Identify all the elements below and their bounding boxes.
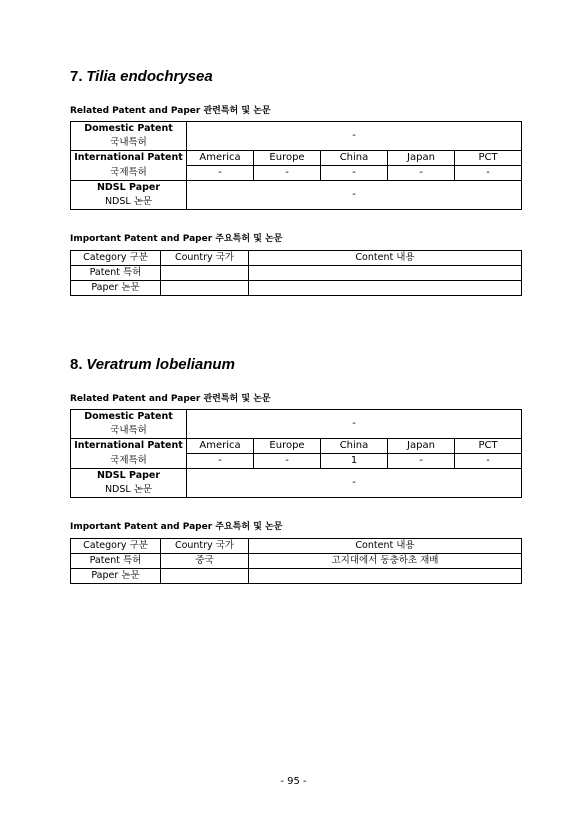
intl-label-en: International Patent: [71, 151, 187, 166]
domestic-value: -: [187, 410, 522, 439]
intl-label-ko: 국제특허: [71, 166, 187, 181]
country-header: America: [187, 439, 254, 454]
patent-content: 고지대에서 동충하초 재배: [249, 554, 522, 569]
important-table: [70, 538, 522, 584]
col-country-header: Country 국가: [161, 251, 249, 266]
paper-country: [161, 281, 249, 296]
species-name: Tilia endochrysea: [86, 68, 213, 85]
section-8: [70, 354, 522, 584]
country-header: Japan: [388, 151, 455, 166]
ndsl-label-ko: NDSL 논문: [71, 195, 187, 210]
col-category-header: Category 구분: [71, 251, 161, 266]
country-value: 1: [321, 454, 388, 469]
country-header: Europe: [254, 151, 321, 166]
country-header: China: [321, 151, 388, 166]
country-header: Europe: [254, 439, 321, 454]
row-patent-label: Patent 특허: [71, 554, 161, 569]
page-number: - 95 -: [280, 776, 307, 787]
country-header: PCT: [455, 439, 522, 454]
related-heading: Related Patent and Paper 관련특허 및 논문: [70, 394, 271, 404]
patent-content: [249, 266, 522, 281]
ndsl-value: -: [187, 181, 522, 210]
row-paper-label: Paper 논문: [71, 281, 161, 296]
domestic-label-en: Domestic Patent: [71, 410, 187, 425]
col-content-header: Content 내용: [249, 251, 522, 266]
ndsl-label-en: NDSL Paper: [71, 181, 187, 196]
country-value: -: [455, 454, 522, 469]
col-content-header: Content 내용: [249, 539, 522, 554]
patent-country: 중국: [161, 554, 249, 569]
species-name: Veratrum lobelianum: [86, 356, 235, 373]
country-header: America: [187, 151, 254, 166]
important-heading: Important Patent and Paper 주요특허 및 논문: [70, 234, 283, 244]
country-value: -: [388, 454, 455, 469]
intl-label-en: International Patent: [71, 439, 187, 454]
country-value: -: [187, 166, 254, 181]
section-title: [70, 354, 522, 376]
paper-country: [161, 569, 249, 584]
important-table: [70, 250, 522, 296]
row-paper-label: Paper 논문: [71, 569, 161, 584]
intl-label-ko: 국제특허: [71, 454, 187, 469]
col-category-header: Category 구분: [71, 539, 161, 554]
patent-country: [161, 266, 249, 281]
section-7: [70, 66, 522, 296]
paper-content: [249, 281, 522, 296]
ndsl-label-ko: NDSL 논문: [71, 483, 187, 498]
domestic-label-ko: 국내특허: [71, 136, 187, 151]
row-patent-label: Patent 특허: [71, 266, 161, 281]
domestic-label-en: Domestic Patent: [71, 122, 187, 137]
ndsl-value: -: [187, 469, 522, 498]
important-heading: Important Patent and Paper 주요특허 및 논문: [70, 522, 283, 532]
section-number: 7.: [70, 68, 83, 85]
related-heading: Related Patent and Paper 관련특허 및 논문: [70, 106, 271, 116]
domestic-label-ko: 국내특허: [71, 424, 187, 439]
ndsl-label-en: NDSL Paper: [71, 469, 187, 484]
country-value: -: [321, 166, 388, 181]
country-value: -: [388, 166, 455, 181]
country-header: PCT: [455, 151, 522, 166]
country-value: -: [187, 454, 254, 469]
related-table: [70, 409, 522, 498]
section-title: [70, 66, 522, 88]
country-value: -: [254, 454, 321, 469]
country-value: -: [455, 166, 522, 181]
paper-content: [249, 569, 522, 584]
section-number: 8.: [70, 356, 83, 373]
country-value: -: [254, 166, 321, 181]
col-country-header: Country 국가: [161, 539, 249, 554]
related-table: [70, 121, 522, 210]
country-header: China: [321, 439, 388, 454]
country-header: Japan: [388, 439, 455, 454]
domestic-value: -: [187, 122, 522, 151]
